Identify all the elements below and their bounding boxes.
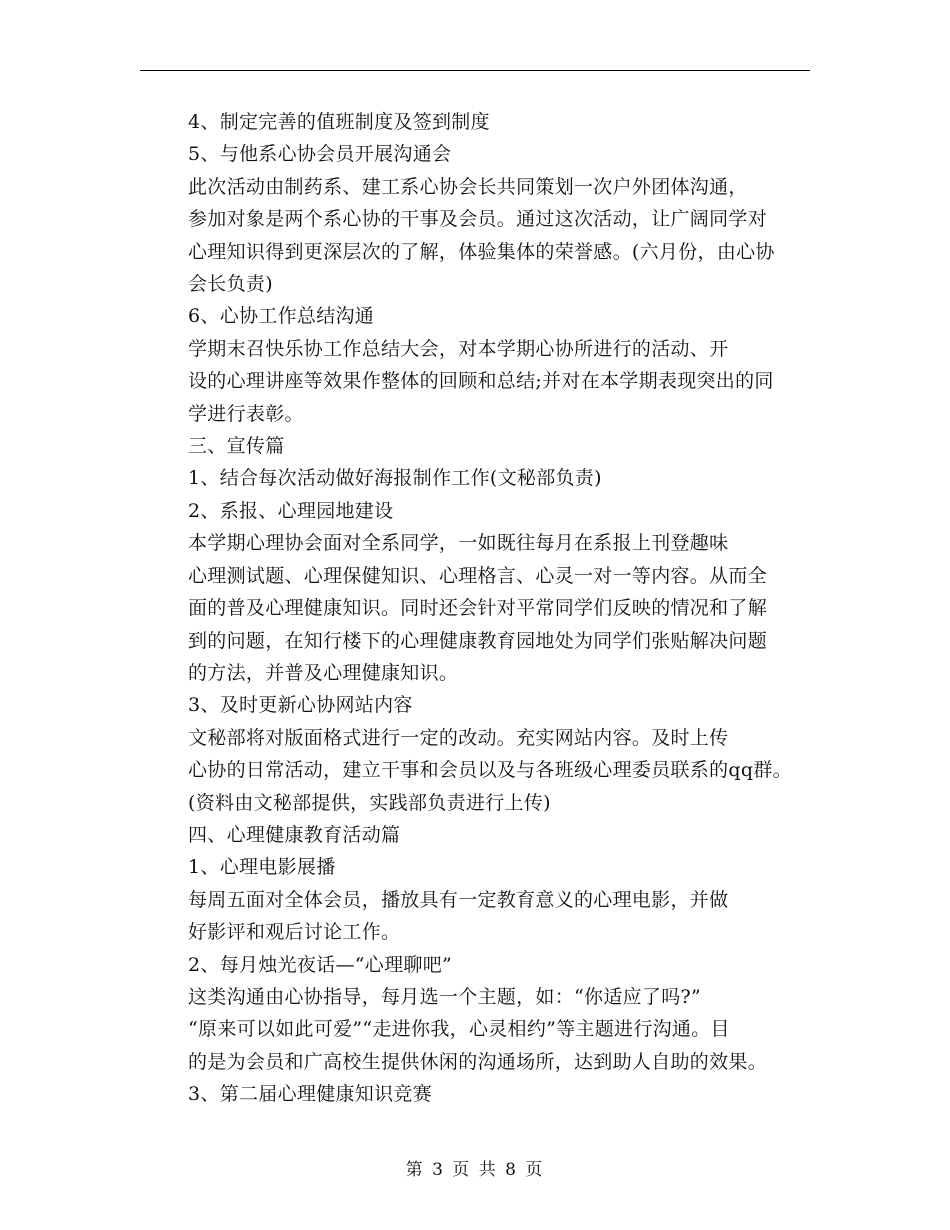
text-line: “原来可以如此可爱”“走进你我，心灵相约”等主题进行沟通。目	[188, 1018, 730, 1041]
section-heading	[140, 851, 820, 883]
text-line: 四、心理健康教育活动篇	[188, 823, 401, 846]
text-line: 会长负责)	[188, 273, 273, 296]
section-heading	[140, 300, 820, 332]
text-line: 4、制定完善的值班制度及签到制度	[188, 111, 490, 133]
text-line: 3、第二届心理健康知识竞赛	[188, 1083, 432, 1106]
body-paragraph	[140, 333, 820, 430]
text-line: 的方法，并普及心理健康知识。	[188, 661, 459, 684]
text-line: 心协的日常活动，建立干事和会员以及与各班级心理委员联系的qq群。	[188, 759, 792, 782]
text-line: 学进行表彰。	[188, 402, 304, 425]
section-heading	[140, 1078, 820, 1110]
text-line: (资料由文秘部提供，实践部负责进行上传)	[188, 791, 551, 814]
section-heading	[140, 138, 820, 170]
section-heading	[140, 495, 820, 527]
body-paragraph	[140, 884, 820, 949]
text-line: 本学期心理协会面对全系同学，一如既往每月在系报上刊登趣味	[188, 532, 729, 555]
section-heading	[140, 949, 820, 981]
text-line: 学期末召快乐协工作总结大会，对本学期心协所进行的活动、开	[188, 337, 729, 360]
text-line: 文秘部将对版面格式进行一定的改动。充实网站内容。及时上传	[188, 726, 729, 749]
text-line: 设的心理讲座等效果作整体的回顾和总结;并对在本学期表现突出的同	[188, 370, 774, 393]
body-paragraph	[140, 171, 820, 301]
text-line: 到的问题，在知行楼下的心理健康教育园地处为同学们张贴解决问题	[188, 629, 768, 652]
text-line: 1、心理电影展播	[188, 856, 336, 879]
text-line: 参加对象是两个系心协的干事及会员。通过这次活动，让广阔同学对	[188, 208, 768, 231]
text-line: 2、系报、心理园地建设	[188, 499, 394, 522]
text-line: 3、及时更新心协网站内容	[188, 694, 413, 717]
text-line: 5、与他系心协会员开展沟通会	[188, 143, 452, 166]
section-heading	[140, 689, 820, 721]
text-line: 每周五面对全体会员，播放具有一定教育意义的心理电影，并做	[188, 888, 729, 911]
section-heading	[140, 462, 820, 494]
text-line: 2、每月烛光夜话—“心理聊吧”	[188, 953, 453, 976]
section-heading	[140, 106, 820, 138]
text-line: 心理测试题、心理保健知识、心理格言、心灵一对一等内容。从而全	[188, 564, 768, 587]
text-line: 三、宣传篇	[188, 435, 285, 458]
section-heading	[140, 819, 820, 851]
body-paragraph	[140, 527, 820, 689]
text-line: 好影评和观后讨论工作。	[188, 921, 401, 944]
text-line: 这类沟通由心协指导，每月选一个主题，如：“你适应了吗?”	[188, 985, 702, 1008]
section-heading	[140, 430, 820, 462]
header-rule	[140, 70, 810, 71]
document-body	[140, 106, 820, 1111]
body-paragraph	[140, 722, 820, 819]
text-line: 面的普及心理健康知识。同时还会针对平常同学们反映的情况和了解	[188, 597, 768, 620]
text-line: 1、结合每次活动做好海报制作工作(文秘部负责)	[188, 467, 602, 490]
text-line: 的是为会员和广高校生提供休闲的沟通场所，达到助人自助的效果。	[188, 1050, 768, 1073]
text-line: 此次活动由制药系、建工系心协会长共同策划一次户外团体沟通，	[188, 175, 748, 198]
body-paragraph	[140, 981, 820, 1078]
text-line: 心理知识得到更深层次的了解，体验集体的荣誉感。(六月份，由心协	[188, 240, 775, 263]
text-line: 6、心协工作总结沟通	[188, 305, 375, 328]
page-footer: 第 3 页 共 8 页	[405, 1160, 545, 1180]
